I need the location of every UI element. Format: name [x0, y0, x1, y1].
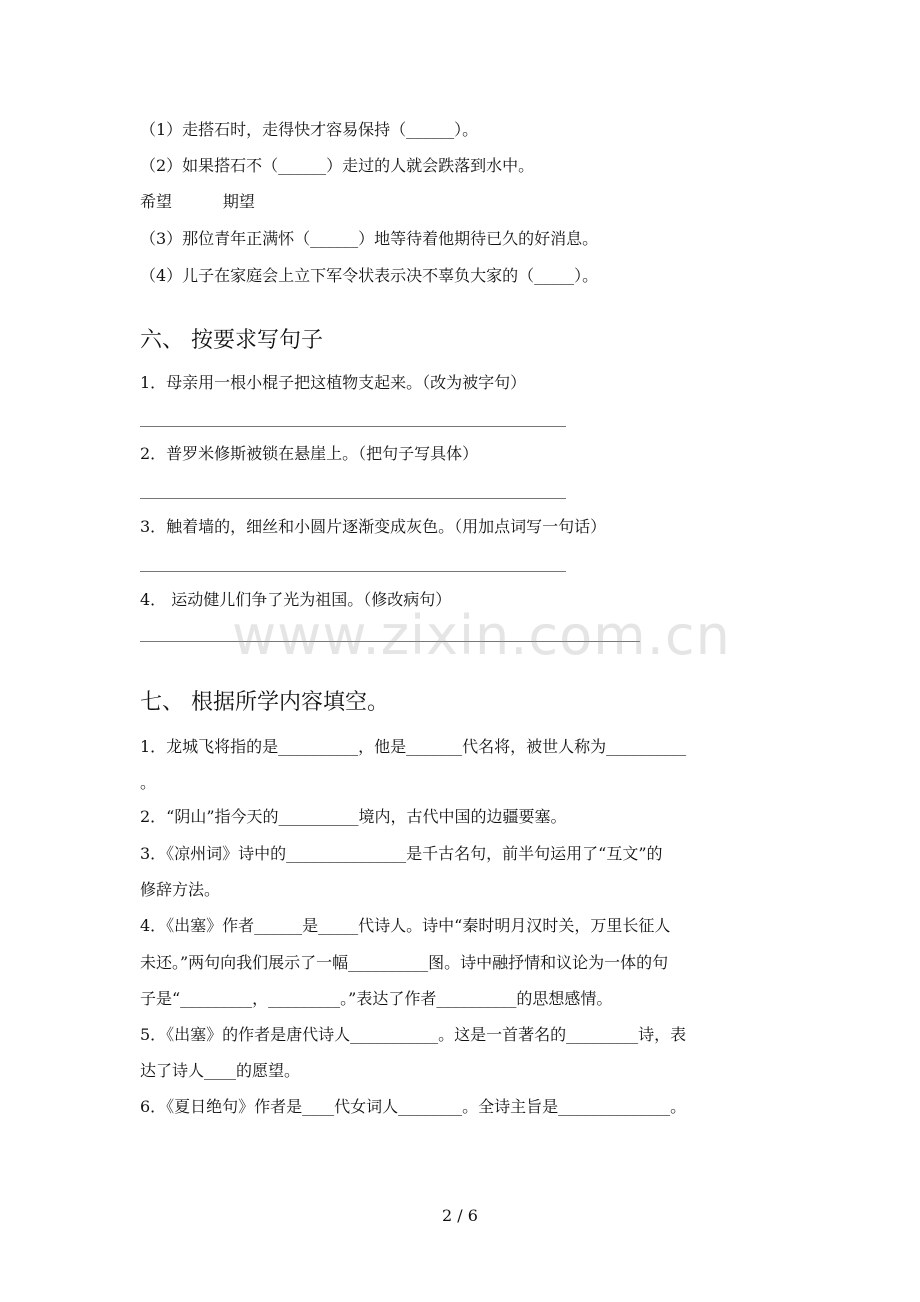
section7-line-8: 子是“_________，_________。”表达了作者__________的思想感情。 — [140, 989, 613, 1008]
section7-line-5: 修辞方法。 — [140, 880, 221, 899]
answer-line-3 — [140, 571, 566, 572]
section7-line-2: 。 — [140, 773, 157, 792]
section7-line-10: 达了诗人____的愿望。 — [140, 1061, 301, 1080]
section7-line-7: 未还。”两句向我们展示了一幅__________图。诗中融抒情和议论为一体的句 — [140, 953, 669, 972]
part5-q2: （2）如果搭石不（______）走过的人就会跌落到水中。 — [140, 156, 535, 175]
section7-line-3: 2．“阴山”指今天的__________境内，古代中国的边疆要塞。 — [140, 807, 567, 826]
section6-title: 六、 按要求写句子 — [140, 328, 323, 353]
section6-item-1: 1．母亲用一根小棍子把这植物支起来。（改为被字句） — [140, 373, 527, 392]
section7-line-4: 3．《凉州词》诗中的_______________是千古名句，前半句运用了“互文”的 — [140, 844, 663, 863]
answer-line-2 — [140, 498, 566, 499]
part5-q3: （3）那位青年正满怀（______）地等待着他期待已久的好消息。 — [140, 229, 599, 248]
part5-word-options: 希望 期望 — [140, 192, 255, 211]
section7-line-9: 5．《出塞》的作者是唐代诗人___________。这是一首著名的_________诗，表 — [140, 1025, 687, 1044]
section7-line-6: 4．《出塞》作者______是_____代诗人。诗中“秦时明月汉时关，万里长征人 — [140, 916, 671, 935]
section7-line-11: 6．《夏日绝句》作者是____代女词人________。全诗主旨是______________。 — [140, 1097, 687, 1116]
section6-item-3: 3．触着墙的，细丝和小圆片逐渐变成灰色。（用加点词写一句话） — [140, 517, 607, 536]
section7-title: 七、 根据所学内容填空。 — [140, 690, 389, 715]
watermark: www.zixin.com.cn — [232, 604, 731, 667]
section6-item-4: 4． 运动健儿们争了光为祖国。（修改病句） — [140, 590, 452, 609]
page-number: 2 / 6 — [442, 1206, 478, 1225]
answer-line-1 — [140, 426, 566, 427]
part5-q1: （1）走搭石时，走得快才容易保持（______）。 — [140, 120, 479, 139]
section6-item-2: 2．普罗米修斯被锁在悬崖上。（把句子写具体） — [140, 444, 479, 463]
section7-line-1: 1．龙城飞将指的是__________，他是_______代名将，被世人称为__________ — [140, 737, 687, 756]
part5-q4: （4）儿子在家庭会上立下军令状表示决不辜负大家的（_____）。 — [140, 266, 599, 285]
